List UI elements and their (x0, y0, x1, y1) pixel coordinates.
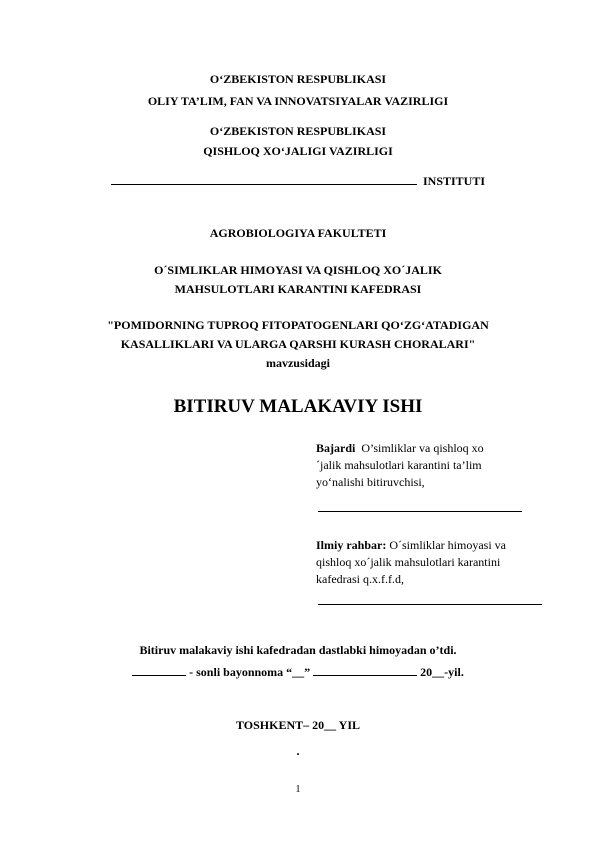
ministry2-line2: QISHLOQ XO‘JALIGI VAZIRLIGI (203, 144, 393, 158)
supervisor-text1: O´simliklar himoyasi va (389, 538, 506, 552)
defense-protocol-line (0, 663, 596, 680)
ministry2-line1: O‘ZBEKISTON RESPUBLIKASI (209, 124, 387, 138)
author-text1: O’simliklar va qishloq xo (361, 441, 484, 455)
supervisor-block (316, 537, 544, 588)
faculty-name: AGROBIOLOGIYA FAKULTETI (209, 226, 387, 240)
ministry1-line1: O‘ZBEKISTON RESPUBLIKASI (209, 72, 387, 86)
institute-blank (111, 172, 417, 185)
ministry1-line2: OLIY TA’LIM, FAN VA INNOVATSIYALAR VAZIRLIGI (147, 94, 449, 108)
protocol-date-blank (313, 663, 417, 676)
institute-line (0, 172, 596, 189)
topic-line2: KASALLIKLARI VA ULARGA QARSHI KURASH CHORALARI" (120, 337, 476, 351)
supervisor-line2: qishloq xo´jalik mahsulotlari karantini (316, 555, 501, 569)
city-year: TOSHKENT– 20__ YIL (235, 718, 361, 732)
author-block (316, 440, 544, 491)
topic-suffix: mavzusidagi (265, 356, 330, 370)
protocol-number-blank (132, 663, 186, 676)
department-line2: MAHSULOTLARI KARANTINI KAFEDRASI (174, 282, 422, 296)
author-label: Bajardi (316, 441, 356, 455)
supervisor-line3: kafedrasi q.x.f.f.d, (316, 572, 404, 586)
supervisor-signature-line (318, 604, 542, 605)
author-signature-line (318, 511, 522, 512)
department-line1: O´SIMLIKLAR HIMOYASI VA QISHLOQ XO´JALIK (154, 263, 442, 277)
author-line1 (316, 440, 544, 457)
footer-dot: . (296, 744, 300, 758)
page-number: 1 (295, 784, 301, 795)
supervisor-line1 (316, 537, 544, 554)
protocol-text: - sonli bayonnoma “__” (186, 665, 314, 679)
supervisor-label: Ilmiy rahbar: (316, 538, 387, 552)
topic-line1: "POMIDORNING TUPROQ FITOPATOGENLARI QO‘ZG‘ATADIGAN (107, 318, 489, 332)
document-title: BITIRUV MALAKAVIY ISHI (173, 396, 423, 417)
protocol-year-text: 20__-yil. (417, 665, 464, 679)
defense-line1: Bitiruv malakaviy ishi kafedradan dastlabki himoyadan o’tdi. (139, 643, 457, 657)
author-line2: ´jalik mahsulotlari karantini ta’lim (316, 458, 482, 472)
institute-label: INSTITUTI (422, 174, 486, 188)
author-line3: yo‘nalishi bitiruvchisi, (316, 475, 425, 489)
